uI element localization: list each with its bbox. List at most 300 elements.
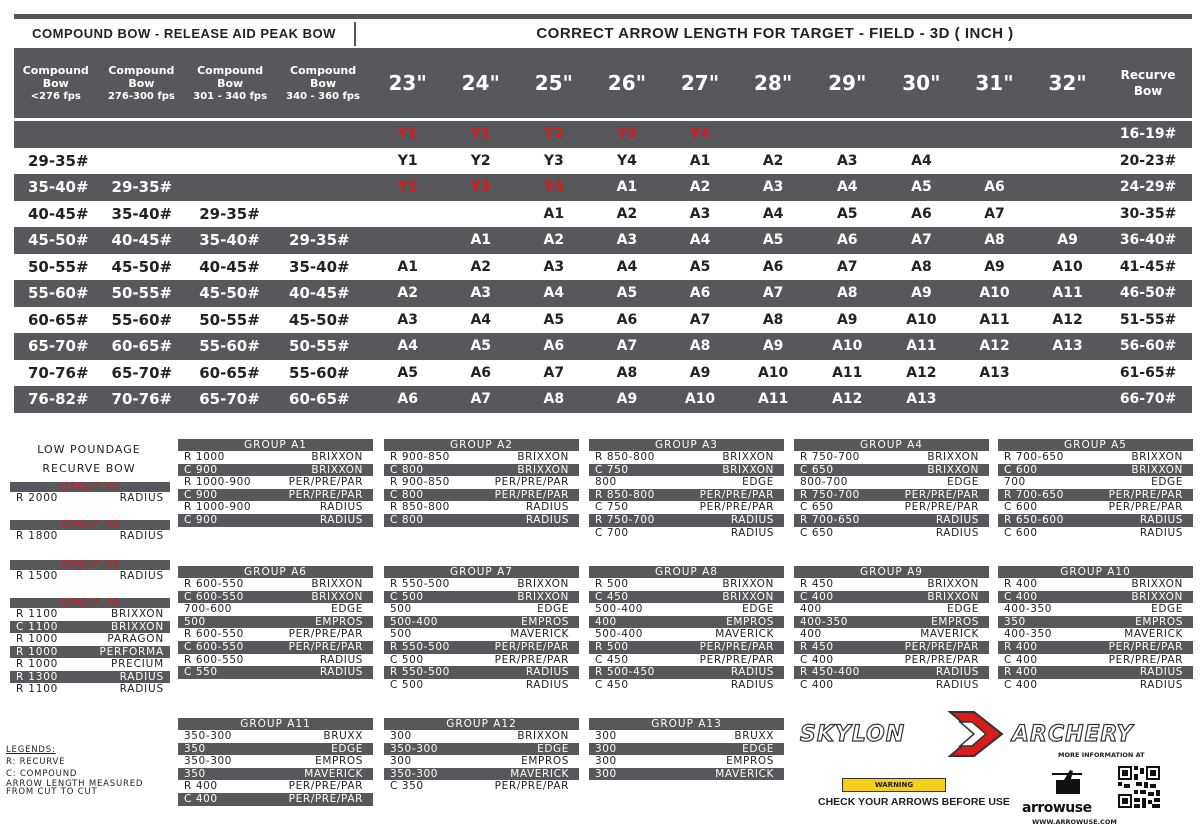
arrow-group-cell: [371, 201, 444, 228]
compound-weight-cell: [185, 148, 275, 175]
warning-badge: WARNING: [842, 778, 946, 792]
table-row: [14, 386, 1192, 413]
compound-column-header: Compound Bow 340 - 360 fps: [275, 48, 371, 118]
compound-weight-cell: [275, 174, 371, 201]
arrow-length-column-header: 24": [444, 48, 517, 118]
arrow-group-cell: A13: [1031, 333, 1104, 360]
recurve-weight-cell: 51-55#: [1104, 307, 1192, 334]
compound-weight-cell: 60-65#: [98, 333, 186, 360]
arrow-group-cell: A12: [958, 333, 1031, 360]
compound-weight-cell: 35-40#: [14, 174, 98, 201]
recurve-weight-cell: 66-70#: [1104, 386, 1192, 413]
group-row: 800-700 EDGE: [800, 476, 979, 489]
group-row: 350-300 MAVERICK: [384, 768, 579, 781]
group-row: 700 EDGE: [1004, 476, 1183, 489]
arrow-group-cell: A6: [958, 174, 1031, 201]
arrow-group-cell: A5: [517, 307, 590, 334]
group-row: 500-400 MAVERICK: [595, 628, 774, 641]
arrowuse-logo-text: arrowuse: [1022, 800, 1092, 816]
compound-weight-cell: [275, 201, 371, 228]
a-group-box: [178, 718, 373, 806]
a-group-box: [589, 566, 784, 691]
arrow-group-cell: [1031, 121, 1104, 148]
arrow-group-cell: [958, 148, 1031, 175]
arrow-group-cell: [958, 121, 1031, 148]
arrow-group-cell: A5: [810, 201, 885, 228]
group-row: 400-350 EDGE: [1004, 603, 1183, 616]
arrow-group-cell: [371, 227, 444, 254]
arrow-group-cell: A5: [737, 227, 810, 254]
arrow-length-column-header: 27": [663, 48, 736, 118]
table-row: [14, 148, 1192, 175]
arrow-group-cell: A8: [663, 333, 736, 360]
group-row: 300 EMPROS: [390, 755, 569, 768]
arrow-group-cell: [1031, 148, 1104, 175]
group-row: R 1100 RADIUS: [16, 683, 164, 695]
group-title: GROUP Y3: [10, 560, 170, 570]
group-title: GROUP A3: [589, 439, 784, 451]
arrow-group-cell: A4: [444, 307, 517, 334]
compound-weight-cell: 65-70#: [14, 333, 98, 360]
compound-weight-cell: 29-35#: [275, 227, 371, 254]
group-title: GROUP Y4: [10, 598, 170, 608]
group-row: R 400 PER/PRE/PAR: [184, 780, 363, 793]
group-row: C 450 PER/PRE/PAR: [595, 653, 774, 666]
compound-weight-cell: [14, 121, 98, 148]
group-row: R 2000 RADIUS: [16, 492, 164, 504]
arrow-group-cell: Y3: [444, 174, 517, 201]
skylon-chevron-logo-icon: [946, 708, 1006, 760]
arrow-group-cell: Y4: [590, 148, 663, 175]
arrow-group-cell: A9: [810, 307, 885, 334]
compound-weight-cell: 35-40#: [185, 227, 275, 254]
compound-weight-title: COMPOUND BOW - RELEASE AID PEAK BOW: [14, 22, 356, 46]
arrow-group-cell: [444, 201, 517, 228]
group-row: C 600 RADIUS: [1004, 526, 1183, 539]
a-group-box: [384, 439, 579, 527]
group-title: GROUP A2: [384, 439, 579, 451]
arrow-group-cell: A5: [371, 360, 444, 387]
group-title: GROUP Y1: [10, 482, 170, 492]
compound-weight-cell: 60-65#: [185, 360, 275, 387]
recurve-weight-cell: 36-40#: [1104, 227, 1192, 254]
arrow-group-cell: A4: [371, 333, 444, 360]
group-row: C 450 RADIUS: [595, 678, 774, 691]
arrow-group-cell: Y2: [371, 174, 444, 201]
arrow-group-cell: Y1: [444, 121, 517, 148]
recurve-weight-cell: 20-23#: [1104, 148, 1192, 175]
skylon-logo-text: SKYLON: [800, 722, 906, 747]
arrow-group-cell: A10: [958, 280, 1031, 307]
group-title: GROUP A7: [384, 566, 579, 578]
compound-weight-cell: 65-70#: [98, 360, 186, 387]
group-title: GROUP A10: [998, 566, 1193, 578]
arrow-length-column-header: 31": [958, 48, 1031, 118]
arrow-group-cell: A2: [517, 227, 590, 254]
arrow-group-cell: A7: [444, 386, 517, 413]
compound-weight-cell: 45-50#: [14, 227, 98, 254]
arrow-group-cell: A1: [590, 174, 663, 201]
table-row: [14, 227, 1192, 254]
group-row: R 750-700 PER/PRE/PAR: [794, 489, 989, 502]
arrow-group-cell: A7: [885, 227, 958, 254]
arrow-group-cell: A12: [810, 386, 885, 413]
group-row: C 750 PER/PRE/PAR: [595, 501, 774, 514]
group-row: 500-400 EMPROS: [384, 616, 579, 629]
group-title: GROUP A11: [178, 718, 373, 730]
arrow-group-cell: [1031, 360, 1104, 387]
group-row: C 350 PER/PRE/PAR: [390, 780, 569, 793]
arrow-group-cell: [810, 121, 885, 148]
arrow-group-cell: [885, 121, 958, 148]
arrow-group-cell: A3: [810, 148, 885, 175]
compound-weight-cell: 70-76#: [98, 386, 186, 413]
arrow-group-cell: A7: [517, 360, 590, 387]
group-row: R 850-800 PER/PRE/PAR: [589, 489, 784, 502]
compound-weight-cell: 50-55#: [14, 254, 98, 281]
group-row: C 400 PER/PRE/PAR: [178, 793, 373, 806]
group-row: R 1300 RADIUS: [10, 671, 170, 684]
arrow-group-cell: [1031, 386, 1104, 413]
arrow-group-cell: Y3: [517, 148, 590, 175]
compound-weight-cell: 29-35#: [14, 148, 98, 175]
group-title: GROUP A12: [384, 718, 579, 730]
a-group-box: [178, 566, 373, 679]
arrow-group-cell: Y4: [663, 121, 736, 148]
group-row: 300 MAVERICK: [589, 768, 784, 781]
compound-weight-cell: 60-65#: [14, 307, 98, 334]
recurve-weight-cell: 41-45#: [1104, 254, 1192, 281]
group-row: C 400 PER/PRE/PAR: [1004, 653, 1183, 666]
arrow-group-cell: Y2: [517, 121, 590, 148]
arrow-group-cell: A6: [810, 227, 885, 254]
arrow-group-cell: A2: [663, 174, 736, 201]
group-title: GROUP A9: [794, 566, 989, 578]
group-row: C 450 BRIXXON: [589, 591, 784, 604]
group-row: 800 EDGE: [595, 476, 774, 489]
arrow-group-cell: Y1: [371, 148, 444, 175]
compound-weight-cell: [98, 148, 186, 175]
group-row: R 900-850 PER/PRE/PAR: [390, 476, 569, 489]
arrow-group-cell: [737, 121, 810, 148]
arrow-group-cell: A6: [517, 333, 590, 360]
group-row: C 600 BRIXXON: [998, 464, 1193, 477]
arrow-group-cell: A9: [885, 280, 958, 307]
warning-text: CHECK YOUR ARROWS BEFORE USE: [818, 796, 1010, 808]
group-row: C 800 PER/PRE/PAR: [384, 489, 579, 502]
arrow-group-cell: A4: [885, 148, 958, 175]
arrowuse-url: WWW.ARROWUSE.COM: [1032, 818, 1117, 826]
group-row: C 700 RADIUS: [595, 526, 774, 539]
group-row: C 500 BRIXXON: [384, 591, 579, 604]
arrow-group-cell: A5: [444, 333, 517, 360]
arrow-group-cell: A3: [517, 254, 590, 281]
arrow-group-cell: A3: [444, 280, 517, 307]
table-row: [14, 254, 1192, 281]
arrow-group-cell: A6: [663, 280, 736, 307]
table-row: [14, 333, 1192, 360]
recurve-weight-cell: 24-29#: [1104, 174, 1192, 201]
arrow-group-cell: [1031, 201, 1104, 228]
arrow-length-column-header: 28": [737, 48, 810, 118]
group-row: C 400 RADIUS: [1004, 678, 1183, 691]
group-row: R 400 BRIXXON: [1004, 578, 1183, 590]
arrow-length-title: CORRECT ARROW LENGTH FOR TARGET - FIELD - 3D ( INCH ): [536, 25, 1014, 42]
arrow-group-cell: A1: [371, 254, 444, 281]
group-row: R 850-800 BRIXXON: [595, 451, 774, 463]
group-row: 350 EDGE: [178, 743, 373, 756]
group-row: R 500-450 RADIUS: [589, 666, 784, 679]
compound-weight-cell: 50-55#: [98, 280, 186, 307]
arrow-group-cell: A1: [517, 201, 590, 228]
group-row: R 650-600 RADIUS: [998, 514, 1193, 527]
arrow-length-column-header: 30": [885, 48, 958, 118]
arrow-group-cell: A7: [958, 201, 1031, 228]
a-group-box: [998, 566, 1193, 691]
group-row: R 700-650 PER/PRE/PAR: [998, 489, 1193, 502]
group-row: R 600-550 RADIUS: [184, 653, 363, 666]
group-row: 500 EDGE: [390, 603, 569, 616]
compound-weight-cell: 55-60#: [98, 307, 186, 334]
arrow-group-cell: A10: [737, 360, 810, 387]
y-group-box: [10, 598, 170, 696]
group-row: C 500 RADIUS: [390, 678, 569, 691]
group-row: C 500 PER/PRE/PAR: [390, 653, 569, 666]
arrow-group-cell: Y3: [590, 121, 663, 148]
arrow-group-cell: A6: [885, 201, 958, 228]
arrow-length-column-header: 26": [590, 48, 663, 118]
table-row: [14, 201, 1192, 228]
arrow-group-cell: Y2: [444, 148, 517, 175]
group-row: R 1100 BRIXXON: [16, 608, 164, 620]
compound-weight-cell: 65-70#: [185, 386, 275, 413]
table-row: [14, 307, 1192, 334]
compound-weight-cell: 35-40#: [275, 254, 371, 281]
arrow-length-column-header: 25": [517, 48, 590, 118]
group-row: C 800 BRIXXON: [384, 464, 579, 477]
recurve-weight-cell: 16-19#: [1104, 121, 1192, 148]
group-row: R 1000-900 PER/PRE/PAR: [184, 476, 363, 489]
group-row: C 400 BRIXXON: [998, 591, 1193, 604]
archery-logo-text: ARCHERY: [1012, 722, 1134, 747]
arrow-group-cell: [1031, 174, 1104, 201]
group-row: R 500 PER/PRE/PAR: [589, 641, 784, 654]
qr-code-icon: [1118, 766, 1160, 808]
compound-weight-cell: 40-45#: [275, 280, 371, 307]
top-rule: [14, 14, 1192, 19]
table-row: [14, 360, 1192, 387]
arrow-group-cell: A12: [1031, 307, 1104, 334]
thumbs-up-arrow-icon: [1052, 764, 1084, 796]
a-group-box: [998, 439, 1193, 539]
group-row: 400-350 MAVERICK: [1004, 628, 1183, 641]
arrow-group-cell: A6: [371, 386, 444, 413]
compound-weight-cell: 76-82#: [14, 386, 98, 413]
group-row: 350-300 BRUXX: [184, 730, 363, 742]
arrow-group-cell: Y4: [517, 174, 590, 201]
compound-weight-cell: 45-50#: [98, 254, 186, 281]
compound-column-header: Compound Bow 276-300 fps: [98, 48, 186, 118]
group-row: C 600-550 BRIXXON: [178, 591, 373, 604]
group-row: 350-300 EDGE: [384, 743, 579, 756]
arrow-group-cell: A6: [737, 254, 810, 281]
compound-weight-cell: 55-60#: [275, 360, 371, 387]
group-title: GROUP A13: [589, 718, 784, 730]
arrow-group-cell: A4: [810, 174, 885, 201]
table-header-row: [14, 48, 1192, 118]
compound-weight-cell: 29-35#: [98, 174, 186, 201]
a-group-box: [178, 439, 373, 527]
compound-weight-cell: 50-55#: [275, 333, 371, 360]
group-row: C 800 RADIUS: [384, 514, 579, 527]
group-row: R 700-650 RADIUS: [794, 514, 989, 527]
group-row: 400 EDGE: [800, 603, 979, 616]
arrow-group-cell: A10: [1031, 254, 1104, 281]
group-title: GROUP A1: [178, 439, 373, 451]
group-row: 400-350 EMPROS: [794, 616, 989, 629]
group-row: R 1000-900 RADIUS: [184, 501, 363, 514]
compound-weight-cell: [275, 148, 371, 175]
group-row: R 900-850 BRIXXON: [390, 451, 569, 463]
group-row: R 400 RADIUS: [998, 666, 1193, 679]
arrow-group-cell: A5: [663, 254, 736, 281]
arrow-group-cell: A3: [590, 227, 663, 254]
table-row: [14, 121, 1192, 148]
group-row: C 400 PER/PRE/PAR: [800, 653, 979, 666]
group-row: R 400 PER/PRE/PAR: [998, 641, 1193, 654]
arrow-group-cell: A2: [737, 148, 810, 175]
group-row: R 450 BRIXXON: [800, 578, 979, 590]
arrow-group-cell: A2: [371, 280, 444, 307]
more-info-label: MORE INFORMATION AT: [1058, 751, 1145, 759]
arrow-group-cell: Y1: [371, 121, 444, 148]
group-row: C 650 RADIUS: [800, 526, 979, 539]
group-row: R 550-500 RADIUS: [384, 666, 579, 679]
arrow-group-cell: A9: [737, 333, 810, 360]
group-row: C 550 RADIUS: [178, 666, 373, 679]
group-row: C 1100 BRIXXON: [10, 621, 170, 634]
legends: LEGENDS: R: RECURVE C: COMPOUND ARROW LENGTH MEASURED FROM CUT TO CUT: [6, 745, 144, 797]
a-group-box: [589, 718, 784, 780]
group-row: 350-300 EMPROS: [184, 755, 363, 768]
a-group-box: [589, 439, 784, 539]
group-row: R 700-650 BRIXXON: [1004, 451, 1183, 463]
group-row: 500-400 EDGE: [595, 603, 774, 616]
y-group-box: [10, 482, 170, 505]
group-row: C 750 BRIXXON: [589, 464, 784, 477]
group-row: R 1000 PRECIUM: [16, 658, 164, 670]
arrow-group-cell: A13: [885, 386, 958, 413]
group-title: GROUP A4: [794, 439, 989, 451]
arrow-group-cell: A5: [590, 280, 663, 307]
arrow-group-cell: [958, 386, 1031, 413]
group-row: R 850-800 RADIUS: [390, 501, 569, 514]
group-row: R 450 PER/PRE/PAR: [794, 641, 989, 654]
arrow-group-cell: A8: [517, 386, 590, 413]
arrow-group-cell: A9: [663, 360, 736, 387]
group-row: C 650 PER/PRE/PAR: [800, 501, 979, 514]
y-group-box: [10, 520, 170, 543]
arrow-group-cell: A6: [444, 360, 517, 387]
compound-weight-cell: 29-35#: [185, 201, 275, 228]
group-row: R 550-500 BRIXXON: [390, 578, 569, 590]
table-row: [14, 280, 1192, 307]
compound-column-header: Compound Bow 301 - 340 fps: [185, 48, 275, 118]
group-row: C 900 PER/PRE/PAR: [178, 489, 373, 502]
low-poundage-label: LOW POUNDAGE RECURVE BOW: [37, 443, 141, 475]
arrow-group-cell: A4: [517, 280, 590, 307]
group-row: 300 EMPROS: [595, 755, 774, 768]
arrow-group-cell: A11: [958, 307, 1031, 334]
compound-weight-cell: 60-65#: [275, 386, 371, 413]
compound-weight-cell: 55-60#: [14, 280, 98, 307]
group-row: 400 MAVERICK: [800, 628, 979, 641]
arrow-group-cell: A9: [1031, 227, 1104, 254]
arrow-group-cell: A8: [958, 227, 1031, 254]
a-group-box: [794, 439, 989, 539]
recurve-weight-cell: 56-60#: [1104, 333, 1192, 360]
table-row: [14, 174, 1192, 201]
arrow-group-cell: A11: [810, 360, 885, 387]
compound-weight-cell: [275, 121, 371, 148]
group-row: 400 EMPROS: [589, 616, 784, 629]
recurve-weight-cell: 30-35#: [1104, 201, 1192, 228]
arrow-length-column-header: 32": [1031, 48, 1104, 118]
arrow-group-cell: A11: [885, 333, 958, 360]
group-row: R 750-700 BRIXXON: [800, 451, 979, 463]
compound-weight-cell: 55-60#: [185, 333, 275, 360]
arrow-group-cell: A4: [737, 201, 810, 228]
compound-weight-cell: 40-45#: [185, 254, 275, 281]
compound-weight-cell: [185, 121, 275, 148]
arrow-group-cell: A10: [885, 307, 958, 334]
group-row: R 750-700 RADIUS: [589, 514, 784, 527]
group-row: 300 EDGE: [589, 743, 784, 756]
group-row: R 1000 BRIXXON: [184, 451, 363, 463]
group-row: R 1800 RADIUS: [16, 530, 164, 542]
group-row: R 1000 PARAGON: [16, 633, 164, 645]
group-title: GROUP A5: [998, 439, 1193, 451]
group-row: R 600-550 BRIXXON: [184, 578, 363, 590]
arrow-group-cell: A3: [663, 201, 736, 228]
arrow-group-cell: A2: [590, 201, 663, 228]
group-row: 300 BRUXX: [595, 730, 774, 742]
arrow-length-column-header: 29": [810, 48, 885, 118]
group-row: C 600-550 PER/PRE/PAR: [178, 641, 373, 654]
compound-weight-cell: 45-50#: [185, 280, 275, 307]
arrow-group-cell: A8: [885, 254, 958, 281]
recurve-weight-cell: 61-65#: [1104, 360, 1192, 387]
arrow-group-cell: A7: [810, 254, 885, 281]
recurve-weight-cell: 46-50#: [1104, 280, 1192, 307]
group-row: 300 BRIXXON: [390, 730, 569, 742]
arrow-group-cell: A2: [444, 254, 517, 281]
arrow-group-cell: A13: [958, 360, 1031, 387]
group-row: 500 EMPROS: [178, 616, 373, 629]
arrow-group-cell: A3: [737, 174, 810, 201]
compound-weight-cell: 50-55#: [185, 307, 275, 334]
arrow-group-cell: A3: [371, 307, 444, 334]
recurve-column-header: Recurve Bow: [1104, 48, 1192, 118]
arrow-group-cell: A8: [737, 307, 810, 334]
compound-weight-cell: 40-45#: [14, 201, 98, 228]
arrow-group-cell: A1: [444, 227, 517, 254]
arrow-group-cell: A8: [810, 280, 885, 307]
a-group-box: [794, 566, 989, 691]
compound-weight-cell: 40-45#: [98, 227, 186, 254]
arrow-length-column-header: 23": [371, 48, 444, 118]
compound-column-header: Compound Bow <276 fps: [14, 48, 98, 118]
